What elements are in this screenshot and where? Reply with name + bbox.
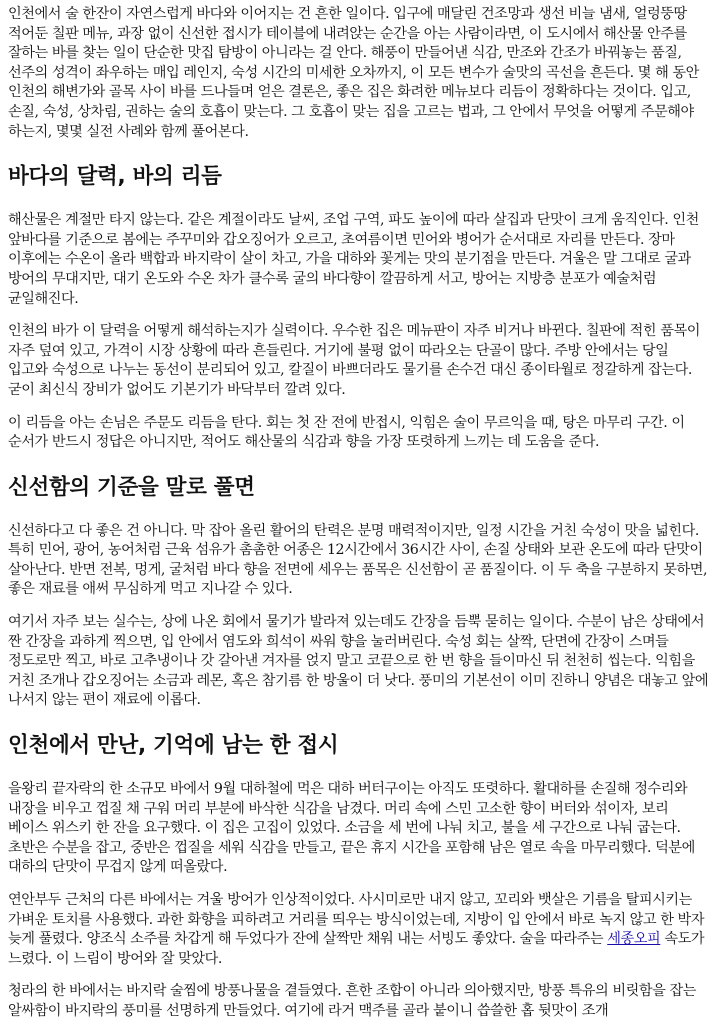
sejong-link[interactable]: 세종오피	[607, 931, 661, 948]
section-heading-memorable-dish: 인천에서 만난, 기억에 남는 한 접시	[8, 733, 339, 759]
section-1-paragraph-3: 이 리듬을 아는 손님은 주문도 리듬을 탄다. 회는 첫 잔 전에 반접시, 익힘은 술이 무르익을 때, 탕은 마무리 구간. 이 순서가 반드시 정답은 아니지만, 적어도 해산물의 식감과 향을 가장 또렷하게 느끼는 데 도움을 준다.	[8, 414, 685, 451]
section-3-paragraph-3: 청라의 한 바에서는 바지락 술찜에 방풍나물을 곁들였다. 흔한 조합이 아니라 의아했지만, 방풍 특유의 비릿함을 잡는 알싸함이 바지락의 풍미를 선명하게 만들었다. 여기에 라거 맥주를 골라 붙이니 씁쓸한 홉 뒷맛이 조개	[8, 983, 696, 1019]
intro-paragraph: 인천에서 술 한잔이 자연스럽게 바다와 이어지는 건 흔한 일이다. 입구에 매달린 건조망과 생선 비늘 냄새, 얼렁뚱땅 적어둔 칠판 메뉴, 과장 없이 신선한 접시가 테이블에 내려앉는 순간을 아는 사람이라면, 이 도시에서 해산물 안주를 잘하는 바를 찾는 일이 단순한 맛집 탐방이 아니라는 걸 안다. 해풍이 만들어낸 식감, 만조와 간조가 바꿔놓는 품질, 선주의 성격이 좌우하는 매입 레인지, 숙성 시간의 미세한 오차까지, 이 모든 변수가 술맛의 곡선을 흔든다. 몇 해 동안 인천의 해변가와 골목 사이 바를 드나들며 얻은 결론은, 좋은 집은 화려한 메뉴보다 리듬이 정확하다는 것이다. 입고, 손질, 숙성, 상차림, 권하는 술의 호흡이 맞는다. 그 호흡이 맞는 집을 고르는 법과, 그 안에서 무엇을 어떻게 주문해야 하는지, 몇몇 실전 사례와 함께 풀어본다.	[8, 6, 699, 140]
section-1-paragraph-1: 해산물은 계절만 타지 않는다. 같은 계절이라도 날씨, 조업 구역, 파도 높이에 따라 살집과 단맛이 크게 움직인다. 인천 앞바다를 기준으로 봄에는 주꾸미와 갑오징어가 오르고, 초여름이면 민어와 병어가 순서대로 자리를 만든다. 장마 이후에는 수온이 올라 백합과 바지락이 살이 차고, 가을 대하와 꽃게는 맛의 분기점을 만든다. 겨울은 말 그대로 굴과 방어의 무대지만, 대기 온도와 수온 차가 클수록 굴의 바다향이 깔끔하게 서고, 방어는 지방층 분포가 예술처럼 균일해진다.	[8, 212, 699, 307]
section-3-paragraph-1: 을왕리 끝자락의 한 소규모 바에서 9월 대하철에 먹은 대하 버터구이는 아직도 또렷하다. 활대하를 손질해 정수리와 내장을 비우고 껍질 채 구워 머리 부분에 바삭한 식감을 남겼다. 머리 속에 스민 고소한 향이 버터와 섞이자, 보리 베이스 위스키 한 잔을 요구했다. 이 집은 고집이 있었다. 소금을 세 번에 나눠 치고, 불을 세 구간으로 나눠 굽는다. 초반은 수분을 잡고, 중반은 껍질을 세워 식감을 만들고, 끝은 휴지 시간을 포함해 남은 열로 속을 마무리했다. 덕분에 대하의 단맛이 무겁지 않게 떠올랐다.	[8, 781, 695, 876]
paragraph-text-after-link: 속도가 느렸다. 이 느림이 방어와 잘 맞았다.	[8, 931, 705, 967]
section-2-paragraph-2: 여기서 자주 보는 실수는, 상에 나온 회에서 물기가 발라져 있는데도 간장을 듬뿍 묻히는 일이다. 수분이 남은 상태에서 짠 간장을 과하게 찍으면, 입 안에서 염도와 희석이 싸워 향을 눌러버린다. 숙성 회는 살짝, 단면에 간장이 스며들 정도로만 찍고, 바로 고추냉이나 갓 갈아낸 겨자를 얹지 말고 코끝으로 한 번 향을 들이마신 뒤 천천히 씹는다. 익힘을 거친 조개나 갑오징어는 소금과 레몬, 혹은 참기름 한 방울이 더 낫다. 풍미의 기본선이 이미 진하니 양념은 대놓고 앞에 나서지 않는 편이 재료에 이롭다.	[8, 614, 709, 709]
section-heading-freshness: 신선함의 기준을 말로 풀면	[8, 474, 255, 500]
section-heading-sea-calendar: 바다의 달력, 바의 리듬	[8, 164, 222, 190]
paragraph-text-before-link: 연안부두 근처의 다른 바에서는 겨울 방어가 인상적이었다. 사시미로만 내지 않고, 꼬리와 뱃살은 기름을 탈피시키는 가벼운 토치를 사용했다. 과한 화향을 피하려고 거리를 띄우는 방식이었는데, 지방이 입 안에서 바로 녹지 않고 한 박자 늦게 풀렸다. 양조식 소주를 차갑게 해 두었다가 잔에 살짝만 채워 내는 서빙도 좋았다. 술을 따라주는	[8, 892, 705, 948]
article	[8, 0, 712, 1035]
section-2-paragraph-1: 신선하다고 다 좋은 건 아니다. 막 잡아 올린 활어의 탄력은 분명 매력적이지만, 일정 시간을 거친 숙성이 맛을 넓힌다. 특히 민어, 광어, 농어처럼 근육 섬유가 촘촘한 어종은 12시간에서 36시간 사이, 손질 상태와 보관 온도에 따라 단맛이 살아난다. 반면 전복, 멍게, 굴처럼 바다 향을 전면에 세우는 품목은 신선함이 곧 품질이다. 이 두 축을 구분하지 못하면, 좋은 재료를 애써 무심하게 먹고 지나갈 수 있다.	[8, 522, 708, 598]
section-1-paragraph-2: 인천의 바가 이 달력을 어떻게 해석하는지가 실력이다. 우수한 집은 메뉴판이 자주 비거나 바뀐다. 칠판에 적힌 품목이 자주 덮여 있고, 가격이 시장 상황에 따라 흔들린다. 거기에 불평 없이 따라오는 단골이 많다. 주방 안에서는 당일 입고와 숙성으로 나누는 동선이 분리되어 있고, 칼질이 바쁘더라도 물기를 손수건 대신 종이타월로 정갈하게 잡는다. 굳이 최신식 장비가 없어도 기본기가 바닥부터 깔려 있다.	[8, 323, 701, 398]
section-3-paragraph-2	[8, 891, 712, 969]
